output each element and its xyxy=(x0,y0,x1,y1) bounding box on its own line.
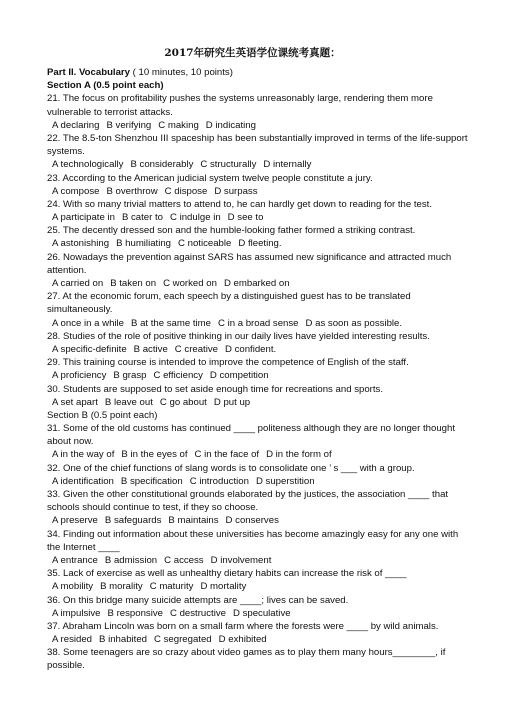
answer-options xyxy=(47,158,499,171)
answer-option: C efficiency xyxy=(153,370,203,382)
question-text: 30. Students are supposed to set aside enough time for recreations and sports. xyxy=(47,383,383,395)
answer-options xyxy=(47,607,499,620)
question-text: 35. Lack of exercise as well as unhealthy dietary habits can increase the risk of ____ xyxy=(47,568,407,580)
answer-option: C destructive xyxy=(170,607,226,619)
answer-option: A technologically xyxy=(52,159,124,171)
answer-option: B taken on xyxy=(110,278,157,289)
answer-option: D confident. xyxy=(224,343,277,355)
answer-option: D surpass xyxy=(214,185,258,197)
question-text-continued: attention. xyxy=(47,264,87,276)
answer-option: A declaring xyxy=(52,119,100,131)
answer-options xyxy=(47,580,499,593)
answer-option: C noticeable xyxy=(178,238,232,250)
answer-option: C indulge in xyxy=(170,212,221,224)
answer-option: D as soon as possible. xyxy=(305,317,403,329)
answer-option: A astonishing xyxy=(52,238,110,250)
answer-option: B safeguards xyxy=(104,515,162,527)
answer-option: B inhabited xyxy=(99,634,148,646)
question-item xyxy=(47,132,499,172)
answer-option: C access xyxy=(164,554,204,566)
answer-options xyxy=(47,448,499,461)
question-text: 23. According to the American judicial system twelve people constitute a jury. xyxy=(47,172,373,184)
answer-option: C making xyxy=(158,119,199,131)
question-text: 29. This training course is intended to improve the competence of English of the staff. xyxy=(47,357,409,369)
answer-option: C segregated xyxy=(154,634,212,646)
answer-option: C in the face of xyxy=(194,449,260,461)
answer-option: A entrance xyxy=(52,554,98,566)
answer-option: B active xyxy=(133,343,168,355)
answer-options xyxy=(47,343,499,356)
question-text: 38. Some teenagers are so crazy about video games as to play them many hours________, if xyxy=(47,647,446,659)
answer-option: C worked on xyxy=(163,278,217,289)
question-text: 37. Abraham Lincoln was born on a small farm where the forests were ____ by wild animals. xyxy=(47,620,439,632)
question-text: 26. Nowadays the prevention against SARS has assumed new significance and attracted much xyxy=(47,251,452,263)
question-text: 36. On this bridge many suicide attempts are ____; lives can be saved. xyxy=(47,594,349,606)
question-item xyxy=(47,172,499,198)
question-text-continued: schools should continue to test, if they so choose. xyxy=(47,502,259,514)
page-title: 2017年研究生英语学位课统考真题： xyxy=(164,47,341,59)
answer-option: A impulsive xyxy=(52,607,101,619)
answer-option: A identification xyxy=(52,475,114,487)
question-item xyxy=(47,528,499,568)
answer-option: B morality xyxy=(100,581,143,593)
answer-option: A carried on xyxy=(52,278,104,289)
question-text: 24. With so many trivial matters to attend to, he can hardly get down to reading for the test. xyxy=(47,198,433,210)
question-item xyxy=(47,224,499,250)
part-heading: Part II. Vocabulary xyxy=(47,67,130,78)
answer-option: B cater to xyxy=(121,212,163,224)
answer-option: B admission xyxy=(104,554,158,566)
answer-options xyxy=(47,369,499,382)
question-text-continued: about now. xyxy=(47,436,94,448)
answer-options xyxy=(47,396,499,409)
question-text: 21. The focus on profitability pushes the systems unreasonably large, rendering them more xyxy=(47,93,433,105)
question-item xyxy=(47,462,499,488)
answer-option: A participate in xyxy=(52,212,115,224)
answer-option: B considerably xyxy=(130,159,194,171)
answer-option: D indicating xyxy=(205,119,256,131)
part-note: ( 10 minutes, 10 points) xyxy=(132,67,233,78)
question-item xyxy=(47,356,499,382)
answer-options xyxy=(47,211,499,224)
answer-option: B in the eyes of xyxy=(121,449,188,461)
answer-option: A mobility xyxy=(52,581,94,593)
answer-option: B maintains xyxy=(168,515,219,527)
answer-option: D competition xyxy=(209,370,269,382)
answer-option: B at the same time xyxy=(131,317,211,329)
question-text-continued: simultaneously. xyxy=(47,304,113,316)
answer-option: A once in a while xyxy=(52,317,124,329)
answer-option: D exhibited xyxy=(218,634,267,646)
answer-options xyxy=(47,185,499,198)
section-b-heading: Section B (0.5 point each) xyxy=(47,409,158,421)
question-item xyxy=(47,290,499,330)
part-heading-line xyxy=(47,66,499,79)
question-text: 27. At the economic forum, each speech by a distinguished guest has to be translated xyxy=(47,291,411,303)
answer-options xyxy=(47,277,499,290)
question-text: 34. Finding out information about these universities has become amazingly easy for any one with xyxy=(47,528,459,540)
question-text: 28. Studies of the role of positive thinking in our daily lives have yielded interesting results. xyxy=(47,330,430,342)
question-text: 32. One of the chief functions of slang words is to consolidate one ’ s ___ with a group. xyxy=(47,462,415,474)
question-item xyxy=(47,646,499,672)
answer-option: D in the form of xyxy=(266,449,332,461)
question-item xyxy=(47,620,499,646)
answer-option: C introduction xyxy=(189,475,249,487)
question-text: 33. Given the other constitutional grounds elaborated by the justices, the association ____ that xyxy=(47,489,449,500)
answer-option: A preserve xyxy=(52,515,98,527)
answer-option: D mortality xyxy=(200,581,247,593)
answer-option: D see to xyxy=(227,212,264,224)
answer-options xyxy=(47,554,499,567)
answer-option: A set apart xyxy=(52,396,98,408)
answer-options xyxy=(47,237,499,250)
answer-option: B verifying xyxy=(106,119,152,131)
answer-option: B humiliating xyxy=(116,238,172,250)
answer-option: A resided xyxy=(52,634,93,646)
answer-option: A proficiency xyxy=(52,370,107,382)
answer-option: A compose xyxy=(52,185,100,197)
answer-option: C maturity xyxy=(149,581,194,593)
answer-option: C in a broad sense xyxy=(217,317,299,329)
answer-option: B grasp xyxy=(113,370,147,382)
section-a-heading: Section A (0.5 point each) xyxy=(47,80,164,92)
answer-option: D speculative xyxy=(232,607,291,619)
answer-option: D conserves xyxy=(225,515,279,527)
question-text-continued: systems. xyxy=(47,146,85,158)
question-text-continued: vulnerable to terrorist attacks. xyxy=(47,106,173,118)
section-a-questions xyxy=(47,92,499,409)
answer-option: A in the way of xyxy=(52,449,115,461)
answer-option: C structurally xyxy=(200,159,257,171)
question-item xyxy=(47,92,499,132)
answer-option: B overthrow xyxy=(106,185,158,197)
question-text: 31. Some of the old customs has continued ____ politeness although they are no longer thought xyxy=(47,423,456,435)
answer-option: D put up xyxy=(213,396,251,408)
exam-content xyxy=(47,66,499,673)
question-text-continued: possible. xyxy=(47,660,85,672)
answer-option: D fleeting. xyxy=(238,238,282,250)
question-item xyxy=(47,251,499,291)
answer-options xyxy=(47,119,499,132)
answer-option: C dispose xyxy=(164,185,208,197)
answer-option: D involvement xyxy=(210,554,272,566)
question-text-continued: the Internet ____ xyxy=(47,541,120,553)
question-item xyxy=(47,330,499,356)
answer-option: C creative xyxy=(174,343,218,355)
answer-option: A specific-definite xyxy=(52,343,127,355)
answer-option: C go about xyxy=(159,396,207,408)
section-b-questions xyxy=(47,422,499,673)
answer-option: B specification xyxy=(120,475,183,487)
answer-option: D internally xyxy=(263,159,312,171)
question-item xyxy=(47,567,499,593)
answer-option: D superstition xyxy=(255,475,315,487)
answer-options xyxy=(47,317,499,330)
question-item xyxy=(47,488,499,528)
answer-options xyxy=(47,475,499,488)
answer-options xyxy=(47,514,499,527)
answer-options xyxy=(47,633,499,646)
question-item xyxy=(47,594,499,620)
question-item xyxy=(47,198,499,224)
question-text: 25. The decently dressed son and the humble-looking father formed a striking contrast. xyxy=(47,225,416,237)
answer-option: B leave out xyxy=(104,396,153,408)
answer-option: B responsive xyxy=(107,607,163,619)
question-item xyxy=(47,383,499,409)
question-item xyxy=(47,422,499,462)
question-text: 22. The 8.5-ton Shenzhou III spaceship has been substantially improved in terms of the life-support xyxy=(47,132,468,144)
answer-option: D embarked on xyxy=(223,278,290,289)
